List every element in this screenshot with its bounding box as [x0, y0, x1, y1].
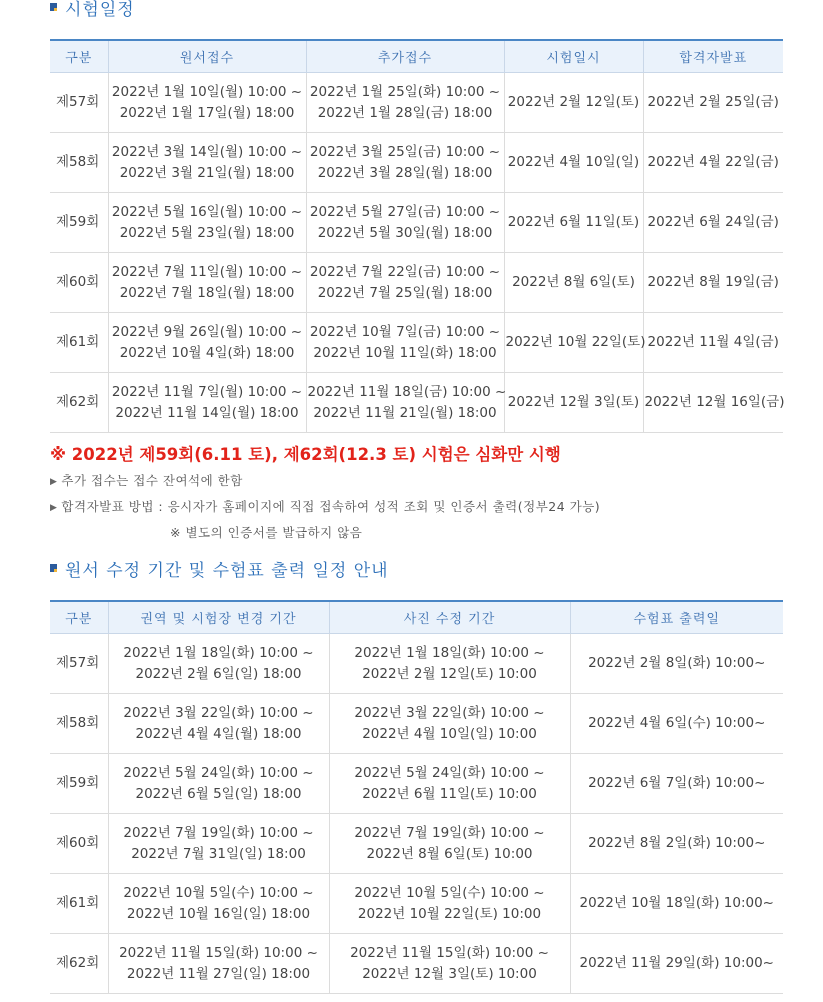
apply-end: 2022년 10월 4일(화) 18:00 — [119, 344, 295, 361]
header-region-change: 권역 및 시험장 변경 기간 — [108, 601, 329, 634]
exam-date-cell: 2022년 2월 12일(토) — [504, 73, 643, 133]
apply-cell — [108, 73, 306, 133]
table-row — [50, 634, 783, 694]
apply-start: 2022년 1월 10일(월) 10:00 ~ — [111, 83, 303, 100]
photo-start: 2022년 3월 22일(화) 10:00 ~ — [354, 704, 545, 721]
region-start: 2022년 5월 24일(화) 10:00 ~ — [123, 764, 314, 781]
region-end: 2022년 2월 6일(일) 18:00 — [135, 665, 302, 682]
apply-end: 2022년 5월 23일(월) 18:00 — [119, 224, 295, 241]
result-date-cell: 2022년 12월 16일(금) — [643, 373, 783, 433]
extra-cell — [306, 73, 504, 133]
extra-cell — [306, 133, 504, 193]
result-date-cell: 2022년 2월 25일(금) — [643, 73, 783, 133]
extra-start: 2022년 11월 18일(금) 10:00 ~ — [307, 383, 507, 400]
region-start: 2022년 11월 15일(화) 10:00 ~ — [119, 944, 318, 961]
apply-cell — [108, 193, 306, 253]
region-cell — [108, 934, 329, 994]
extra-start: 2022년 5월 27일(금) 10:00 ~ — [309, 203, 501, 220]
extra-end: 2022년 5월 30일(월) 18:00 — [317, 224, 493, 241]
round-cell: 제60회 — [50, 253, 108, 313]
apply-end: 2022년 1월 17일(월) 18:00 — [119, 104, 295, 121]
apply-start: 2022년 5월 16일(월) 10:00 ~ — [111, 203, 303, 220]
header-ticket-print: 수험표 출력일 — [570, 601, 783, 634]
table-row — [50, 694, 783, 754]
region-cell — [108, 694, 329, 754]
table-row — [50, 73, 783, 133]
section-title-text: 원서 수정 기간 및 수험표 출력 일정 안내 — [65, 560, 389, 581]
apply-end: 2022년 7월 18일(월) 18:00 — [119, 284, 295, 301]
table-row — [50, 313, 783, 373]
apply-cell — [108, 313, 306, 373]
round-cell: 제61회 — [50, 313, 108, 373]
round-cell: 제58회 — [50, 694, 108, 754]
table-header-row — [50, 601, 783, 634]
region-cell — [108, 874, 329, 934]
print-cell: 2022년 11월 29일(화) 10:00~ — [570, 934, 783, 994]
round-cell: 제62회 — [50, 934, 108, 994]
result-date-cell: 2022년 11월 4일(금) — [643, 313, 783, 373]
extra-end: 2022년 1월 28일(금) 18:00 — [317, 104, 493, 121]
table-row — [50, 373, 783, 433]
print-cell: 2022년 6월 7일(화) 10:00~ — [570, 754, 783, 814]
photo-start: 2022년 7월 19일(화) 10:00 ~ — [354, 824, 545, 841]
photo-cell — [329, 634, 570, 694]
photo-end: 2022년 6월 11일(토) 10:00 — [362, 785, 537, 802]
photo-end: 2022년 12월 3일(토) 10:00 — [362, 965, 537, 982]
note-text: 합격자발표 방법 : 응시자가 홈페이지에 직접 접속하여 성적 조회 및 인증서 출력(정부24 가능) — [61, 499, 601, 514]
note-no-certificate: ※ 별도의 인증서를 발급하지 않음 — [170, 525, 363, 540]
apply-start: 2022년 9월 26일(월) 10:00 ~ — [111, 323, 303, 340]
apply-end: 2022년 11월 14일(월) 18:00 — [115, 404, 299, 421]
extra-cell — [306, 373, 507, 433]
table-header-row — [50, 40, 783, 73]
print-cell: 2022년 10월 18일(화) 10:00~ — [570, 874, 783, 934]
table-row — [50, 193, 783, 253]
header-round: 구분 — [50, 601, 108, 634]
region-end: 2022년 7월 31일(일) 18:00 — [131, 845, 306, 862]
region-end: 2022년 6월 5일(일) 18:00 — [135, 785, 302, 802]
round-cell: 제57회 — [50, 634, 108, 694]
photo-cell — [329, 934, 570, 994]
extra-cell — [306, 313, 504, 373]
table-row — [50, 874, 783, 934]
photo-start: 2022년 11월 15일(화) 10:00 ~ — [350, 944, 549, 961]
header-result: 합격자발표 — [643, 40, 783, 73]
apply-start: 2022년 7월 11일(월) 10:00 ~ — [111, 263, 303, 280]
print-cell: 2022년 4월 6일(수) 10:00~ — [570, 694, 783, 754]
round-cell: 제58회 — [50, 133, 108, 193]
photo-cell — [329, 694, 570, 754]
apply-start: 2022년 11월 7일(월) 10:00 ~ — [111, 383, 303, 400]
header-round: 구분 — [50, 40, 108, 73]
extra-start: 2022년 3월 25일(금) 10:00 ~ — [309, 143, 501, 160]
section-title-modification-schedule — [50, 556, 389, 580]
apply-start: 2022년 3월 14일(월) 10:00 ~ — [111, 143, 303, 160]
photo-end: 2022년 2월 12일(토) 10:00 — [362, 665, 537, 682]
region-start: 2022년 10월 5일(수) 10:00 ~ — [123, 884, 314, 901]
region-cell — [108, 814, 329, 874]
print-cell: 2022년 2월 8일(화) 10:00~ — [570, 634, 783, 694]
section-title-text: 시험일정 — [65, 0, 135, 20]
extra-end: 2022년 3월 28일(월) 18:00 — [317, 164, 493, 181]
round-cell: 제57회 — [50, 73, 108, 133]
photo-end: 2022년 8월 6일(토) 10:00 — [366, 845, 533, 862]
round-cell: 제61회 — [50, 874, 108, 934]
region-end: 2022년 4월 4일(월) 18:00 — [135, 725, 302, 742]
exam-date-cell: 2022년 6월 11일(토) — [504, 193, 643, 253]
header-exam-date: 시험일시 — [504, 40, 643, 73]
square-bullet-icon — [50, 3, 57, 11]
extra-end: 2022년 7월 25일(월) 18:00 — [317, 284, 493, 301]
result-date-cell: 2022년 8월 19일(금) — [643, 253, 783, 313]
extra-start: 2022년 10월 7일(금) 10:00 ~ — [309, 323, 501, 340]
apply-cell — [108, 373, 306, 433]
note-extra-application — [50, 471, 243, 489]
extra-cell — [306, 253, 504, 313]
extra-start: 2022년 7월 22일(금) 10:00 ~ — [309, 263, 501, 280]
print-cell: 2022년 8월 2일(화) 10:00~ — [570, 814, 783, 874]
round-cell: 제59회 — [50, 754, 108, 814]
region-start: 2022년 3월 22일(화) 10:00 ~ — [123, 704, 314, 721]
exam-date-cell: 2022년 10월 22일(토) — [504, 313, 643, 373]
note-text: 추가 접수는 접수 잔여석에 한함 — [61, 473, 243, 488]
extra-end: 2022년 11월 21일(월) 18:00 — [313, 404, 497, 421]
apply-end: 2022년 3월 21일(월) 18:00 — [119, 164, 295, 181]
table-row — [50, 754, 783, 814]
photo-cell — [329, 874, 570, 934]
table-row — [50, 253, 783, 313]
exam-date-cell: 2022년 4월 10일(일) — [504, 133, 643, 193]
region-start: 2022년 7월 19일(화) 10:00 ~ — [123, 824, 314, 841]
exam-date-cell: 2022년 8월 6일(토) — [504, 253, 643, 313]
region-end: 2022년 10월 16일(일) 18:00 — [126, 905, 311, 922]
square-bullet-icon — [50, 564, 57, 572]
extra-start: 2022년 1월 25일(화) 10:00 ~ — [309, 83, 501, 100]
table-row — [50, 934, 783, 994]
photo-cell — [329, 754, 570, 814]
region-cell — [108, 634, 329, 694]
triangle-bullet-icon: ▶ — [50, 477, 58, 487]
photo-end: 2022년 4월 10일(일) 10:00 — [362, 725, 537, 742]
region-end: 2022년 11월 27일(일) 18:00 — [126, 965, 311, 982]
modification-schedule-table — [50, 600, 783, 994]
table-row — [50, 814, 783, 874]
region-cell — [108, 754, 329, 814]
photo-start: 2022년 5월 24일(화) 10:00 ~ — [354, 764, 545, 781]
round-cell: 제60회 — [50, 814, 108, 874]
result-date-cell: 2022년 6월 24일(금) — [643, 193, 783, 253]
photo-cell — [329, 814, 570, 874]
table-row — [50, 133, 783, 193]
extra-cell — [306, 193, 504, 253]
triangle-bullet-icon: ▶ — [50, 503, 58, 513]
exam-date-cell: 2022년 12월 3일(토) — [504, 373, 643, 433]
photo-start: 2022년 1월 18일(화) 10:00 ~ — [354, 644, 545, 661]
red-notice: ※ 2022년 제59회(6.11 토), 제62회(12.3 토) 시험은 심화만 시행 — [50, 445, 561, 464]
apply-cell — [108, 253, 306, 313]
photo-start: 2022년 10월 5일(수) 10:00 ~ — [354, 884, 545, 901]
photo-end: 2022년 10월 22일(토) 10:00 — [357, 905, 542, 922]
result-date-cell: 2022년 4월 22일(금) — [643, 133, 783, 193]
apply-cell — [108, 133, 306, 193]
note-result-method — [50, 497, 600, 515]
header-photo-change: 사진 수정 기간 — [329, 601, 570, 634]
round-cell: 제59회 — [50, 193, 108, 253]
section-title-exam-schedule — [50, 0, 135, 19]
exam-schedule-table — [50, 39, 783, 433]
round-cell: 제62회 — [50, 373, 108, 433]
region-start: 2022년 1월 18일(화) 10:00 ~ — [123, 644, 314, 661]
extra-end: 2022년 10월 11일(화) 18:00 — [313, 344, 497, 361]
header-extra: 추가접수 — [306, 40, 504, 73]
header-apply: 원서접수 — [108, 40, 306, 73]
